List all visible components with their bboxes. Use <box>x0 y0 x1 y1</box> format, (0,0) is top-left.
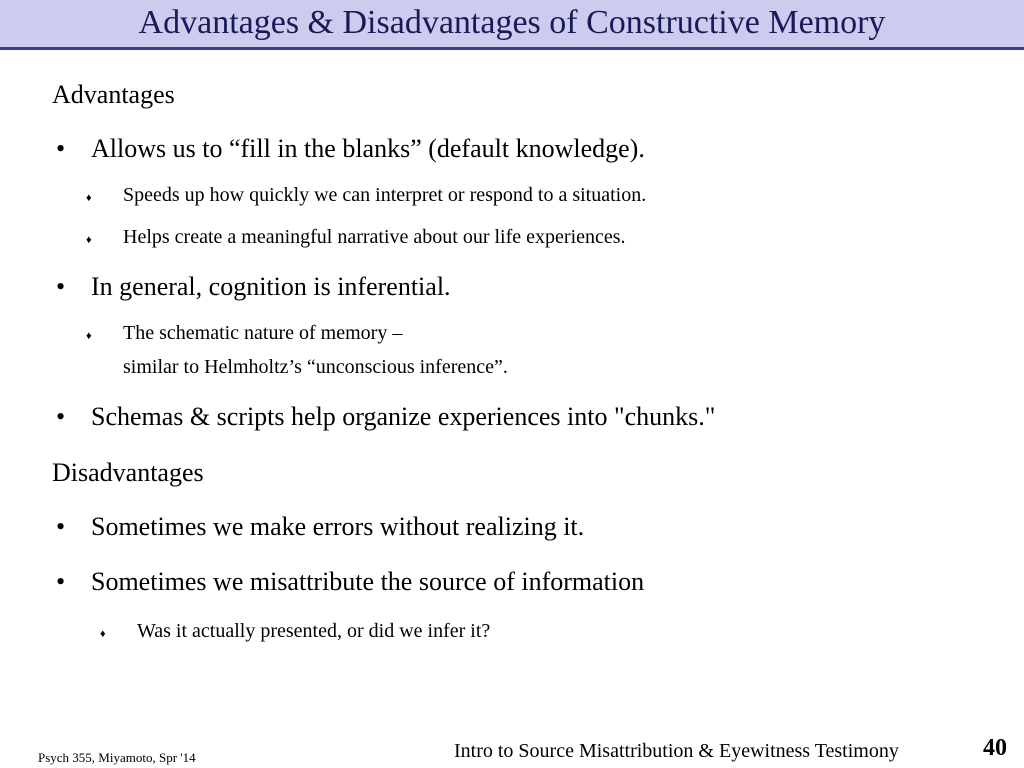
advantages-heading: Advantages <box>52 80 175 109</box>
slide-title: Advantages & Disadvantages of Constructive Memory <box>138 4 886 41</box>
page-number: 40 <box>983 735 1007 761</box>
sub-bullet-text: Speeds up how quickly we can interpret or respond to a situation. <box>123 184 647 206</box>
bullet-dot: • <box>56 402 66 431</box>
sub-bullet-text-line1: The schematic nature of memory – <box>123 322 403 344</box>
bullet-text: In general, cognition is inferential. <box>91 272 451 301</box>
bullet-text: Sometimes we misattribute the source of information <box>91 567 645 596</box>
sub-bullet-text-line2: similar to Helmholtz’s “unconscious inference”. <box>123 356 508 378</box>
footer-course: Psych 355, Miyamoto, Spr '14 <box>38 750 196 765</box>
bullet-text: Allows us to “fill in the blanks” (default knowledge). <box>91 134 645 163</box>
bullet-text: Sometimes we make errors without realizing it. <box>91 512 585 541</box>
bullet-dot: • <box>56 567 66 596</box>
sub-bullet-text: Was it actually presented, or did we infer it? <box>137 620 491 642</box>
disadvantages-heading: Disadvantages <box>52 458 204 487</box>
bullet-text: Schemas & scripts help organize experiences into "chunks." <box>91 402 716 431</box>
bullet-dot: • <box>56 512 66 541</box>
bullet-dot: • <box>56 272 66 301</box>
diamond-bullet-icon: ♦ <box>86 192 92 204</box>
diamond-bullet-icon: ♦ <box>100 628 106 640</box>
diamond-bullet-icon: ♦ <box>86 234 92 246</box>
sub-bullet-text: Helps create a meaningful narrative about our life experiences. <box>123 226 626 248</box>
bullet-dot: • <box>56 134 66 163</box>
footer-topic: Intro to Source Misattribution & Eyewitness Testimony <box>454 740 899 762</box>
diamond-bullet-icon: ♦ <box>86 330 92 342</box>
